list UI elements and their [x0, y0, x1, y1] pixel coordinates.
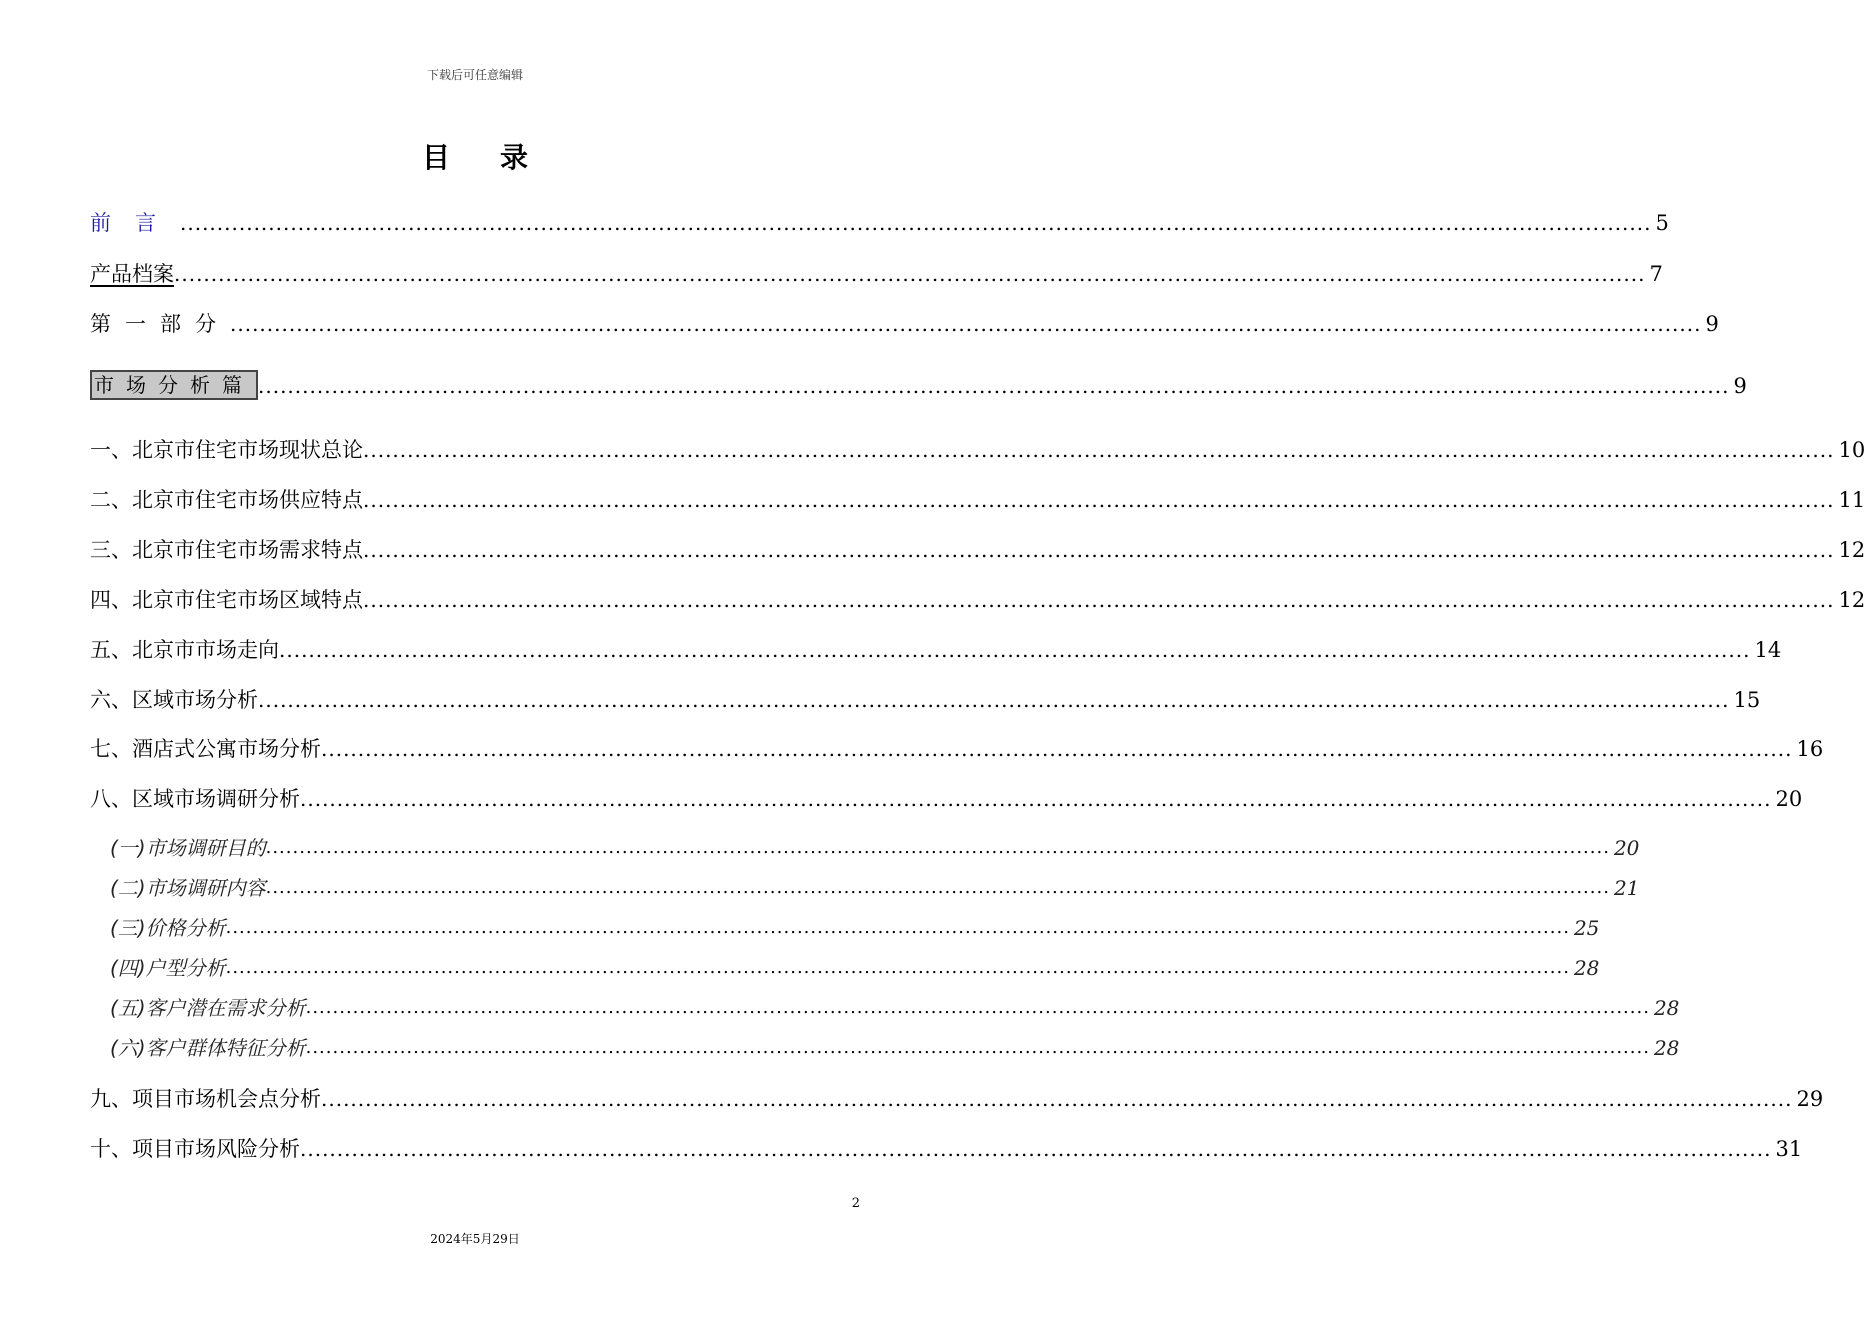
- toc-entry-label: (一)市场调研目的: [110, 836, 266, 860]
- toc-leader-dots: ........................................................................................................................................................................................................: [265, 837, 1610, 858]
- toc-entry-page: 14: [1754, 638, 1782, 662]
- toc-entry-label: 九、项目市场机会点分析: [90, 1087, 321, 1111]
- page-number: 2: [851, 1196, 860, 1211]
- toc-entry[interactable]: [110, 1030, 1680, 1062]
- toc-entry[interactable]: [90, 582, 1865, 614]
- toc-entry[interactable]: [90, 1081, 1824, 1113]
- toc-entry-label: (四)户型分析: [110, 956, 226, 980]
- toc-entry[interactable]: [90, 306, 1719, 338]
- toc-entry[interactable]: [90, 432, 1865, 464]
- toc-entry-label: 十、项目市场风险分析: [90, 1137, 300, 1161]
- toc-entry[interactable]: [110, 870, 1640, 902]
- toc-entry-page: 12: [1838, 538, 1865, 562]
- toc-leader-dots: ........................................................................................................................................................................................................: [225, 957, 1570, 978]
- toc-entry-page: 15: [1733, 688, 1761, 712]
- toc-entry[interactable]: [90, 532, 1865, 564]
- toc-entry-page: 11: [1838, 488, 1865, 512]
- toc-leader-dots: ........................................................................................................................................................................................................: [363, 488, 1835, 512]
- page-footer-date: 2024年5月29日: [430, 1232, 520, 1246]
- toc-entry-label: 七、酒店式公寓市场分析: [90, 737, 321, 761]
- toc-entry-page: 28: [1653, 996, 1680, 1020]
- toc-entry-page: 28: [1573, 956, 1600, 980]
- toc-entry-page: 31: [1775, 1137, 1803, 1161]
- toc-leader-dots: ........................................................................................................................................................................................................: [230, 312, 1702, 336]
- toc-entry-label: 六、区域市场分析: [90, 688, 258, 712]
- toc-entry-page: 10: [1838, 438, 1865, 462]
- toc-leader-dots: ........................................................................................................................................................................................................: [174, 262, 1646, 286]
- toc-leader-dots: ........................................................................................................................................................................................................: [363, 438, 1835, 462]
- toc-entry-label: 产品档案: [90, 262, 174, 286]
- toc-entry[interactable]: [90, 781, 1803, 813]
- toc-entry-page: 12: [1838, 588, 1865, 612]
- toc-entry-label: 前言: [90, 211, 180, 235]
- toc-entry[interactable]: [90, 205, 1669, 237]
- toc-entry-page: 9: [1733, 374, 1747, 398]
- toc-entry-page: 29: [1796, 1087, 1824, 1111]
- toc-entry-label: (五)客户潜在需求分析: [110, 996, 306, 1020]
- toc-entry-label: 二、北京市住宅市场供应特点: [90, 488, 363, 512]
- toc-entry-page: 21: [1613, 876, 1640, 900]
- toc-entry-page: 7: [1649, 262, 1663, 286]
- toc-entry[interactable]: [110, 830, 1640, 862]
- toc-leader-dots: ........................................................................................................................................................................................................: [321, 1087, 1793, 1111]
- toc-entry[interactable]: [90, 1131, 1803, 1163]
- toc-entry-label: 四、北京市住宅市场区域特点: [90, 588, 363, 612]
- page-header: 下载后可任意编辑: [426, 68, 523, 82]
- toc-leader-dots: ........................................................................................................................................................................................................: [258, 688, 1730, 712]
- toc-entry-page: 28: [1653, 1036, 1680, 1060]
- toc-leader-dots: ........................................................................................................................................................................................................: [225, 917, 1570, 938]
- toc-entry-page: 9: [1705, 312, 1719, 336]
- toc-entry-label: 一、北京市住宅市场现状总论: [90, 438, 363, 462]
- toc-entry[interactable]: [90, 632, 1782, 664]
- toc-entry[interactable]: [110, 990, 1680, 1022]
- toc-entry[interactable]: [90, 482, 1865, 514]
- toc-leader-dots: ........................................................................................................................................................................................................: [305, 997, 1650, 1018]
- toc-entry-page: 20: [1775, 787, 1803, 811]
- toc-entry-page: 25: [1573, 916, 1600, 940]
- toc-entry-label: 第一部分: [90, 312, 230, 336]
- toc-entry[interactable]: [110, 910, 1600, 942]
- toc-leader-dots: ........................................................................................................................................................................................................: [180, 211, 1652, 235]
- toc-entry-page: 16: [1796, 737, 1824, 761]
- toc-leader-dots: ........................................................................................................................................................................................................: [300, 1137, 1772, 1161]
- toc-leader-dots: ........................................................................................................................................................................................................: [279, 638, 1751, 662]
- toc-entry[interactable]: [90, 682, 1761, 714]
- page-title: 目录: [421, 141, 578, 174]
- toc-leader-dots: ........................................................................................................................................................................................................: [363, 538, 1835, 562]
- toc-leader-dots: ........................................................................................................................................................................................................: [321, 737, 1793, 761]
- toc-entry-label: 五、北京市市场走向: [90, 638, 279, 662]
- toc-entry-page: 20: [1613, 836, 1640, 860]
- toc-entry[interactable]: [110, 950, 1600, 982]
- toc-entry[interactable]: [90, 368, 1747, 400]
- toc-leader-dots: ........................................................................................................................................................................................................: [305, 1037, 1650, 1058]
- toc-entry[interactable]: [90, 731, 1824, 763]
- toc-leader-dots: ........................................................................................................................................................................................................: [258, 374, 1730, 398]
- toc-entry-label: (六)客户群体特征分析: [110, 1036, 306, 1060]
- toc-leader-dots: ........................................................................................................................................................................................................: [300, 787, 1772, 811]
- toc-entry-label: 市场分析篇: [90, 370, 258, 400]
- toc-entry-label: 八、区域市场调研分析: [90, 787, 300, 811]
- toc-entry-label: 三、北京市住宅市场需求特点: [90, 538, 363, 562]
- toc-entry-label: (三)价格分析: [110, 916, 226, 940]
- toc-entry-label: (二)市场调研内容: [110, 876, 266, 900]
- toc-leader-dots: ........................................................................................................................................................................................................: [265, 877, 1610, 898]
- toc-entry[interactable]: [90, 256, 1663, 288]
- toc-entry-page: 5: [1655, 211, 1669, 235]
- toc-leader-dots: ........................................................................................................................................................................................................: [363, 588, 1835, 612]
